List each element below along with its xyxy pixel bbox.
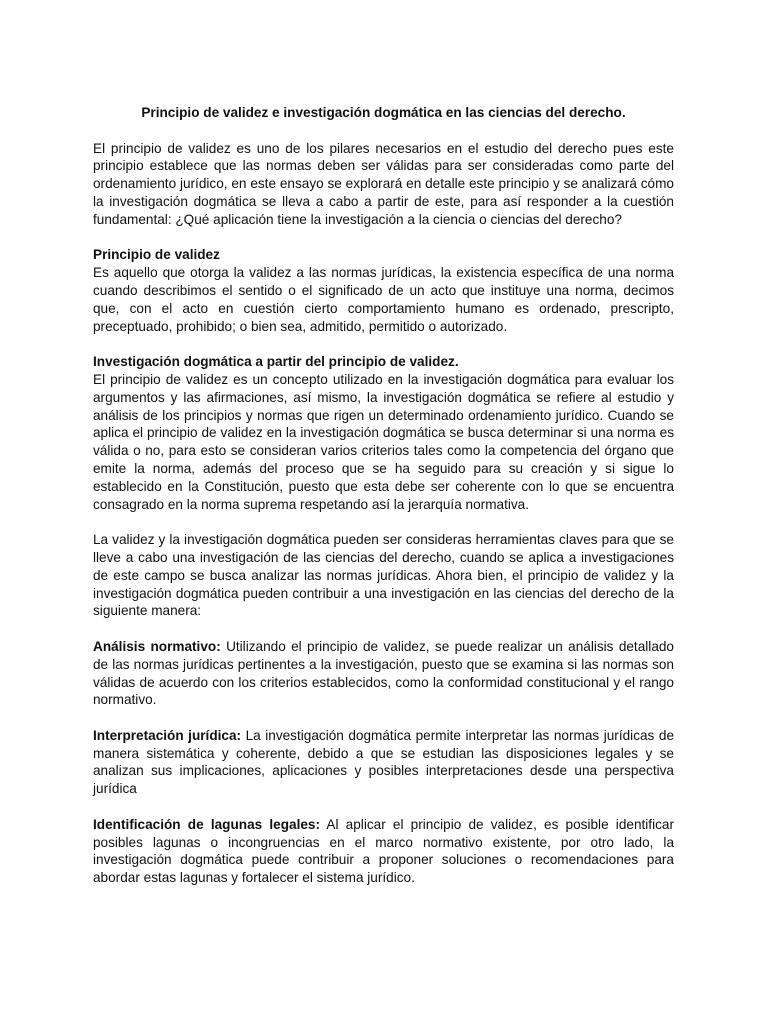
item-interpretacion-juridica [93,727,674,798]
section-investigacion-dogmatica [93,353,674,513]
item-text: La investigación dogmática permite interpretar las normas jurídicas de manera sistemática y coherente, debido a que se estudian las disposiciones legales y se analizan sus implicaciones, aplicaciones y posibles interpretaciones desde una perspectiva jurídica [93,727,675,797]
section-heading: Principio de validez [93,247,220,263]
item-identificacion-lagunas [93,816,674,887]
item-term: Identificación de lagunas legales: [93,816,320,832]
item-term: Interpretación jurídica: [93,727,242,743]
intro-paragraph: El principio de validez es uno de los pilares necesarios en el estudio del derecho pues este principio establece que las normas deben ser válidas para ser consideradas como parte del ordenamiento jurídico, en este ensayo se explorará en detalle este principio y se analizará cómo la investigación dogmática se lleva a cabo a partir de este, para así responder a la cuestión fundamental: ¿Qué aplicación tiene la investigación a la ciencia o ciencias del derecho? [93,140,674,227]
item-text: Al aplicar el principio de validez, es posible identificar posibles lagunas o incongruencias en el marco normativo existente, por otro lado, la investigación dogmática puede contribuir a proponer soluciones o recomendaciones para abordar estas lagunas y fortalecer el sistema jurídico. [93,816,674,886]
section-body: Es aquello que otorga la validez a las normas jurídicas, la existencia específica de una norma cuando describimos el sentido o el significado de un acto que instituye una norma, decimos que, con el acto en cuestión cierto comportamiento humano es ordenado, prescripto, preceptuado, prohibido; o bien sea, admitido, permitido o autorizado. [93,265,674,334]
item-analisis-normativo [93,638,674,709]
paragraph-herramientas: La validez y la investigación dogmática pueden ser consideras herramientas claves para que se lleve a cabo una investigación de las ciencias del derecho, cuando se aplica a investigaciones de este campo se busca analizar las normas jurídicas. Ahora bien, el principio de validez y la investigación dogmática pueden contribuir a una investigación en las ciencias del derecho de la siguiente manera: [93,532,674,619]
document-title: Principio de validez e investigación dogmática en las ciencias del derecho. [141,105,626,120]
item-text: Utilizando el principio de validez, se puede realizar un análisis detallado de las normas jurídicas pertinentes a la investigación, puesto que se examina si las normas son válidas de acuerdo con los criterios establecidos, como la conformidad constitucional y el rango normativo. [93,638,674,708]
section-body: El principio de validez es un concepto utilizado en la investigación dogmática para evaluar los argumentos y las afirmaciones, así mismo, la investigación dogmática se refiere al estudio y análisis de los principios y normas que rigen un determinado ordenamiento jurídico. Cuando se aplica el principio de validez en la investigación dogmática se busca determinar si una norma es válida o no, para esto se consideran varios criterios tales como la competencia del órgano que emite la norma, además del proceso que se ha seguido para su creación y si sigue lo establecido en la Constitución, puesto que esta debe ser coherente con lo que se encuentra consagrado en la norma suprema respetando así la jerarquía normativa. [93,371,674,512]
section-heading: Investigación dogmática a partir del principio de validez. [93,354,459,370]
document-page [93,104,674,887]
section-principio-validez [93,246,674,335]
item-term: Análisis normativo: [93,638,221,654]
